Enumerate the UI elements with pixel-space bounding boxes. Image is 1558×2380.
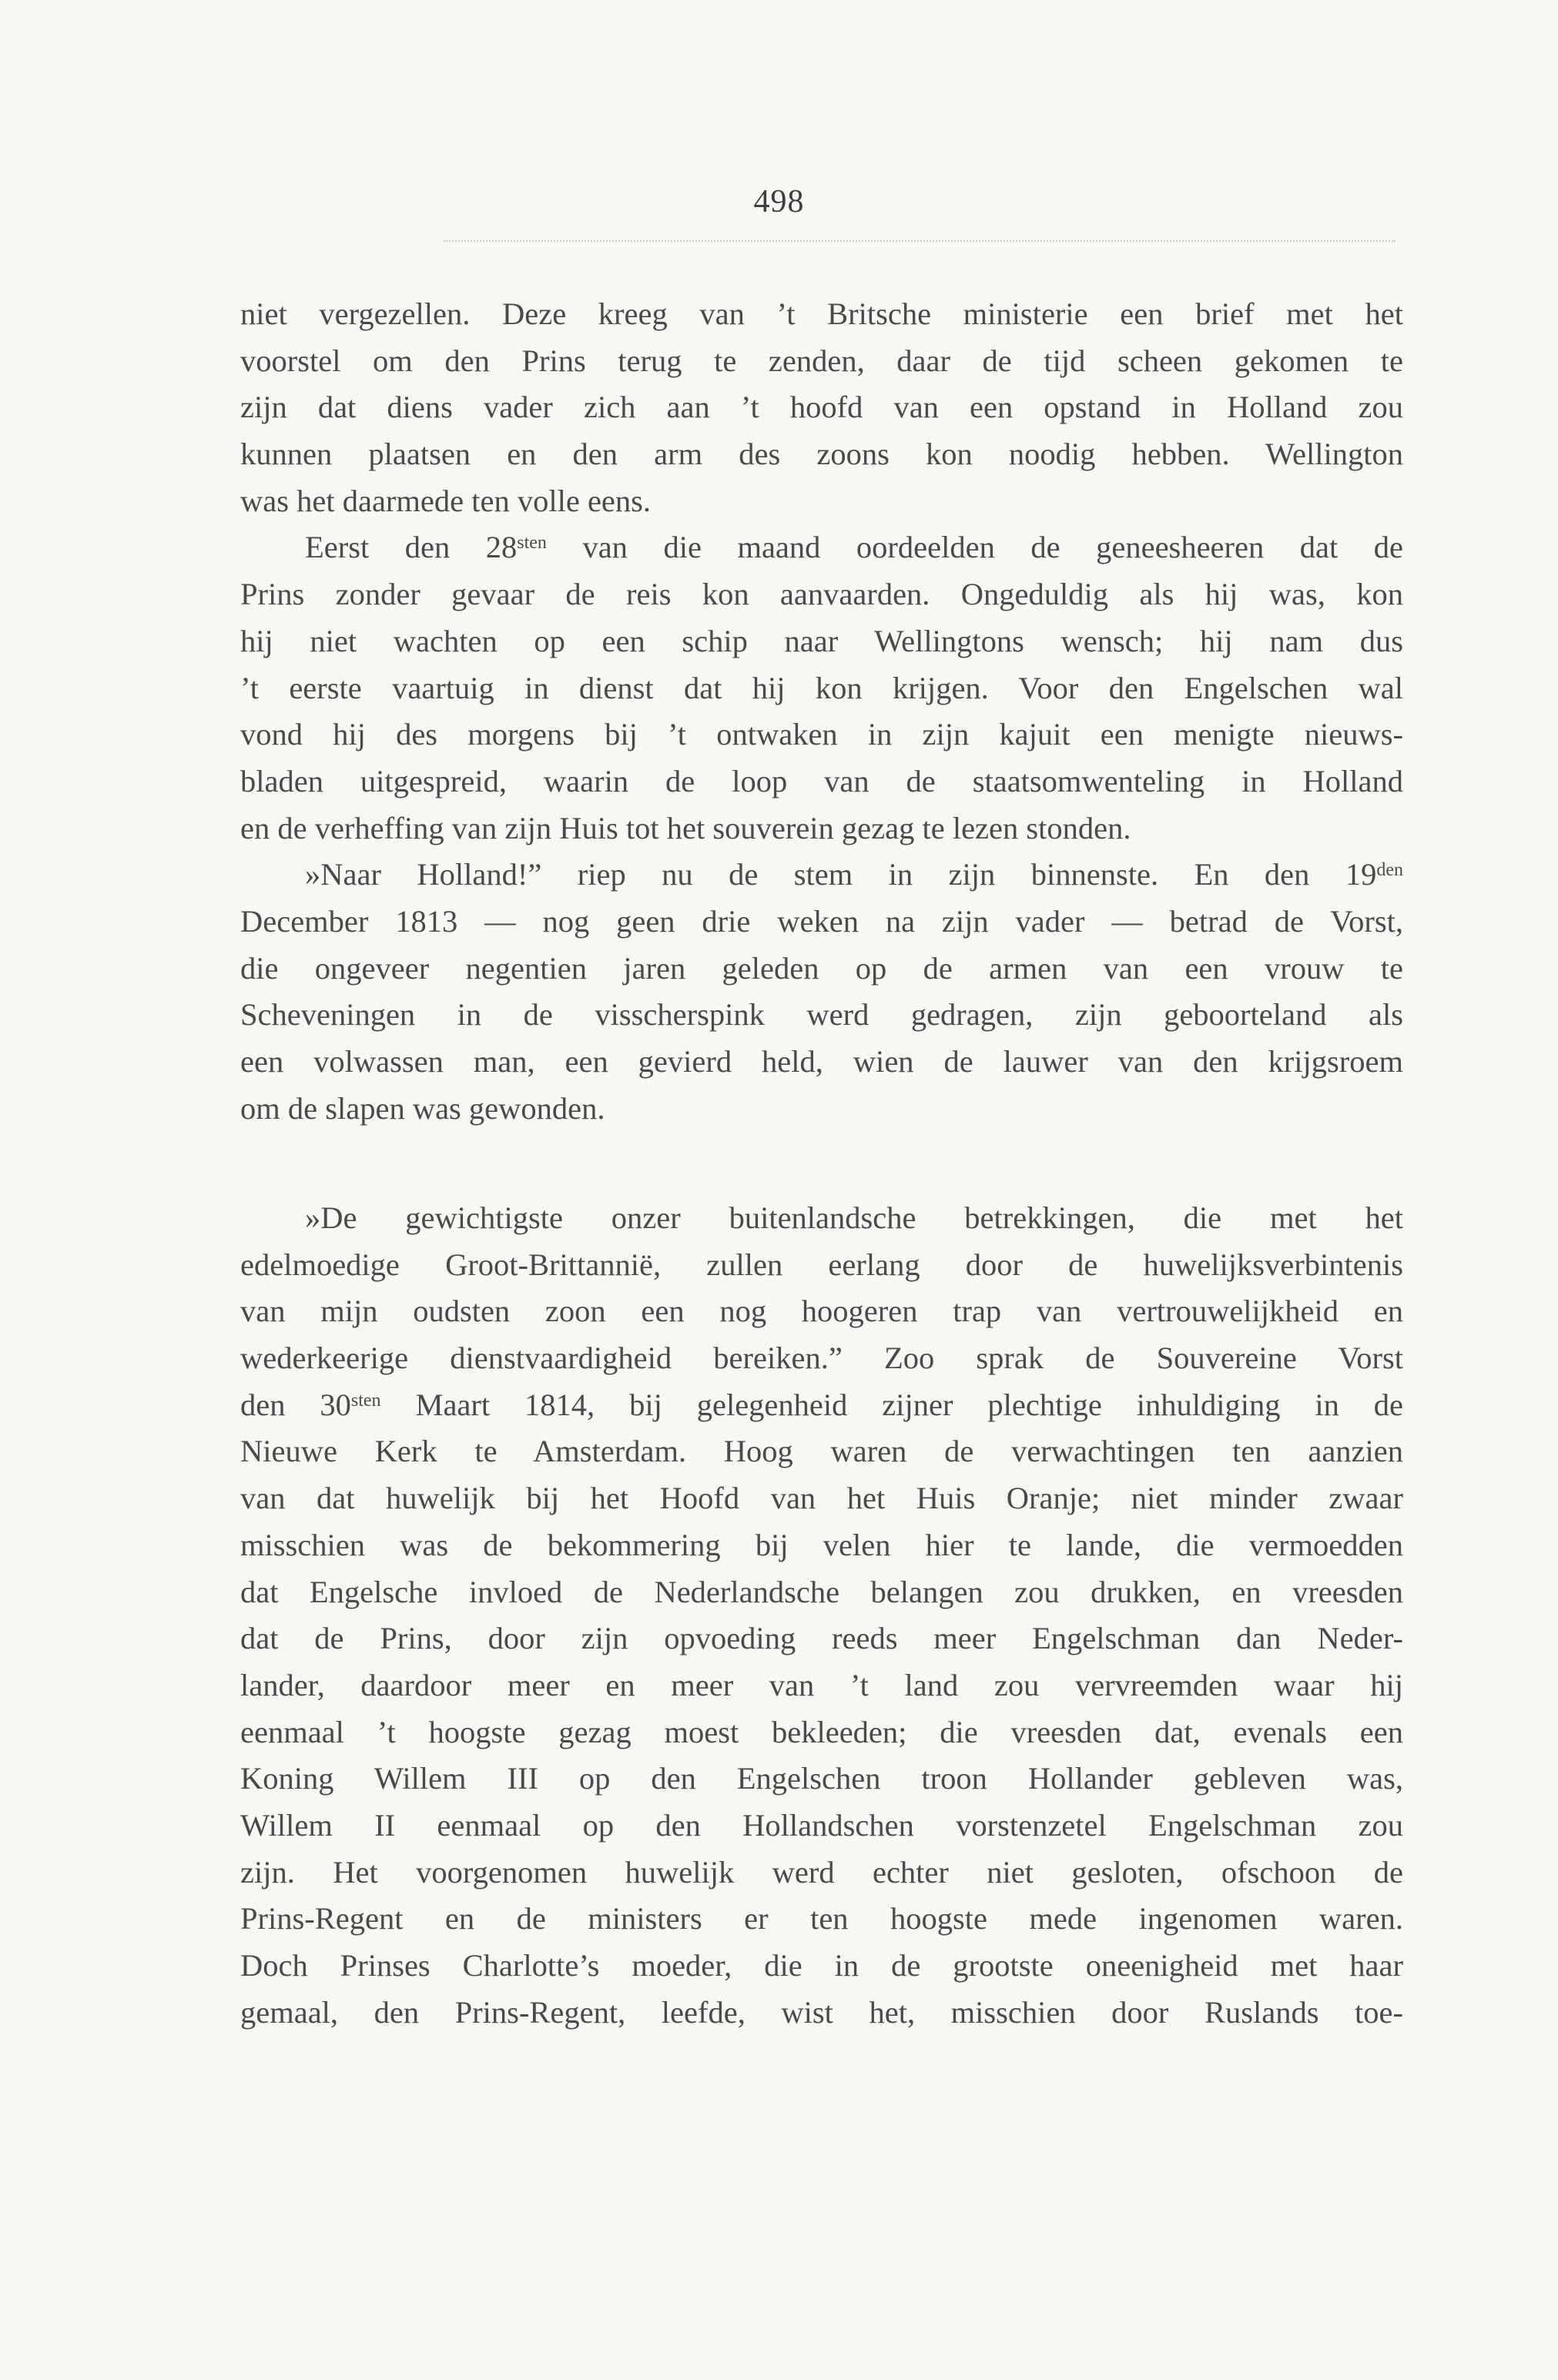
text-line: misschien was de bekommering bij velen hier te lande, die vermoedden (240, 1527, 1403, 1562)
text-line: van dat huwelijk bij het Hoofd van het Huis Oranje; niet minder zwaar (240, 1481, 1403, 1516)
text-fragment: Maart 1814, bij gelegenheid zijner plechtige inhuldiging in de (380, 1387, 1403, 1422)
text-line: Willem II eenmaal op den Hollandschen vorstenzetel Engelschman zou (240, 1807, 1403, 1843)
text-line: een volwassen man, een gevierd held, wien de lauwer van den krijgsroem (240, 1044, 1403, 1079)
text-line: hij niet wachten op een schip naar Wellingtons wensch; hij nam dus (240, 623, 1403, 658)
text-line: die ongeveer negentien jaren geleden op de armen van een vrouw te (240, 950, 1403, 986)
text-line: Prins zonder gevaar de reis kon aanvaarden. Ongeduldig als hij was, kon (240, 577, 1403, 612)
text-line (240, 524, 1403, 571)
superscript: den (1376, 860, 1403, 881)
text-line (240, 852, 1403, 899)
text-line: gemaal, den Prins-Regent, leefde, wist het, misschien door Ruslands toe- (240, 1994, 1403, 2030)
text-line: Doch Prinses Charlotte’s moeder, die in de grootste oneenigheid met haar (240, 1948, 1403, 1983)
text-line: December 1813 — nog geen drie weken na zijn vader — betrad de Vorst, (240, 903, 1403, 939)
text-line: ’t eerste vaartuig in dienst dat hij kon krijgen. Voor den Engelschen wal (240, 670, 1403, 705)
text-line: was het daarmede ten volle eens. (240, 483, 652, 518)
text-line: bladen uitgespreid, waarin de loop van de staatsomwenteling in Holland (240, 763, 1403, 798)
text-line (240, 1382, 1403, 1429)
text-line: »De gewichtigste onzer buitenlandsche betrekkingen, die met het (305, 1200, 1403, 1235)
text-block-2 (240, 1195, 1403, 2036)
text-line: vond hij des morgens bij ’t ontwaken in zijn kajuit een menigte nieuws- (240, 717, 1403, 752)
superscript: sten (350, 1390, 381, 1411)
text-line: om de slapen was gewonden. (240, 1090, 605, 1126)
text-line: Koning Willem III op den Engelschen troon Hollander gebleven was, (240, 1761, 1403, 1796)
text-block-1 (240, 291, 1403, 1132)
header-rule (444, 240, 1395, 243)
text-fragment: »Naar Holland!” riep nu de stem in zijn binnenste. En den 19 (305, 857, 1377, 892)
text-line: edelmoedige Groot-Brittannië, zullen eerlang door de huwelijksverbintenis (240, 1247, 1403, 1282)
text-line: niet vergezellen. Deze kreeg van ’t Britsche ministerie een brief met het (240, 296, 1403, 331)
text-line: Nieuwe Kerk te Amsterdam. Hoog waren de verwachtingen ten aanzien (240, 1434, 1403, 1469)
text-line: van mijn oudsten zoon een nog hoogeren trap van vertrouwelijkheid en (240, 1294, 1403, 1329)
text-line: eenmaal ’t hoogste gezag moest bekleeden; die vreesden dat, evenals een (240, 1714, 1403, 1749)
superscript: sten (517, 533, 547, 554)
text-line: Scheveningen in de visscherspink werd gedragen, zijn geboorteland als (240, 997, 1403, 1033)
text-line: lander, daardoor meer en meer van ’t land zou vervreemden waar hij (240, 1667, 1403, 1702)
text-line: kunnen plaatsen en den arm des zoons kon noodig hebben. Wellington (240, 437, 1403, 472)
text-line: zijn. Het voorgenomen huwelijk werd echter niet gesloten, ofschoon de (240, 1854, 1403, 1890)
text-line: wederkeerige dienstvaardigheid bereiken.” Zoo sprak de Souvereine Vorst (240, 1341, 1403, 1376)
text-fragment: den 30 (240, 1387, 351, 1422)
text-fragment: Eerst den 28 (305, 530, 518, 565)
page-number: 498 (753, 184, 805, 219)
text-line: zijn dat diens vader zich aan ’t hoofd van een opstand in Holland zou (240, 390, 1403, 425)
text-line: Prins-Regent en de ministers er ten hoogste mede ingenomen waren. (240, 1901, 1403, 1936)
text-line: en de verheffing van zijn Huis tot het souverein gezag te lezen stonden. (240, 810, 1131, 845)
text-line: voorstel om den Prins terug te zenden, daar de tijd scheen gekomen te (240, 343, 1403, 378)
text-fragment: van die maand oordeelden de geneesheeren dat de (546, 530, 1403, 565)
text-line: dat de Prins, door zijn opvoeding reeds meer Engelschman dan Neder- (240, 1621, 1403, 1656)
text-line: dat Engelsche invloed de Nederlandsche belangen zou drukken, en vreesden (240, 1574, 1403, 1609)
